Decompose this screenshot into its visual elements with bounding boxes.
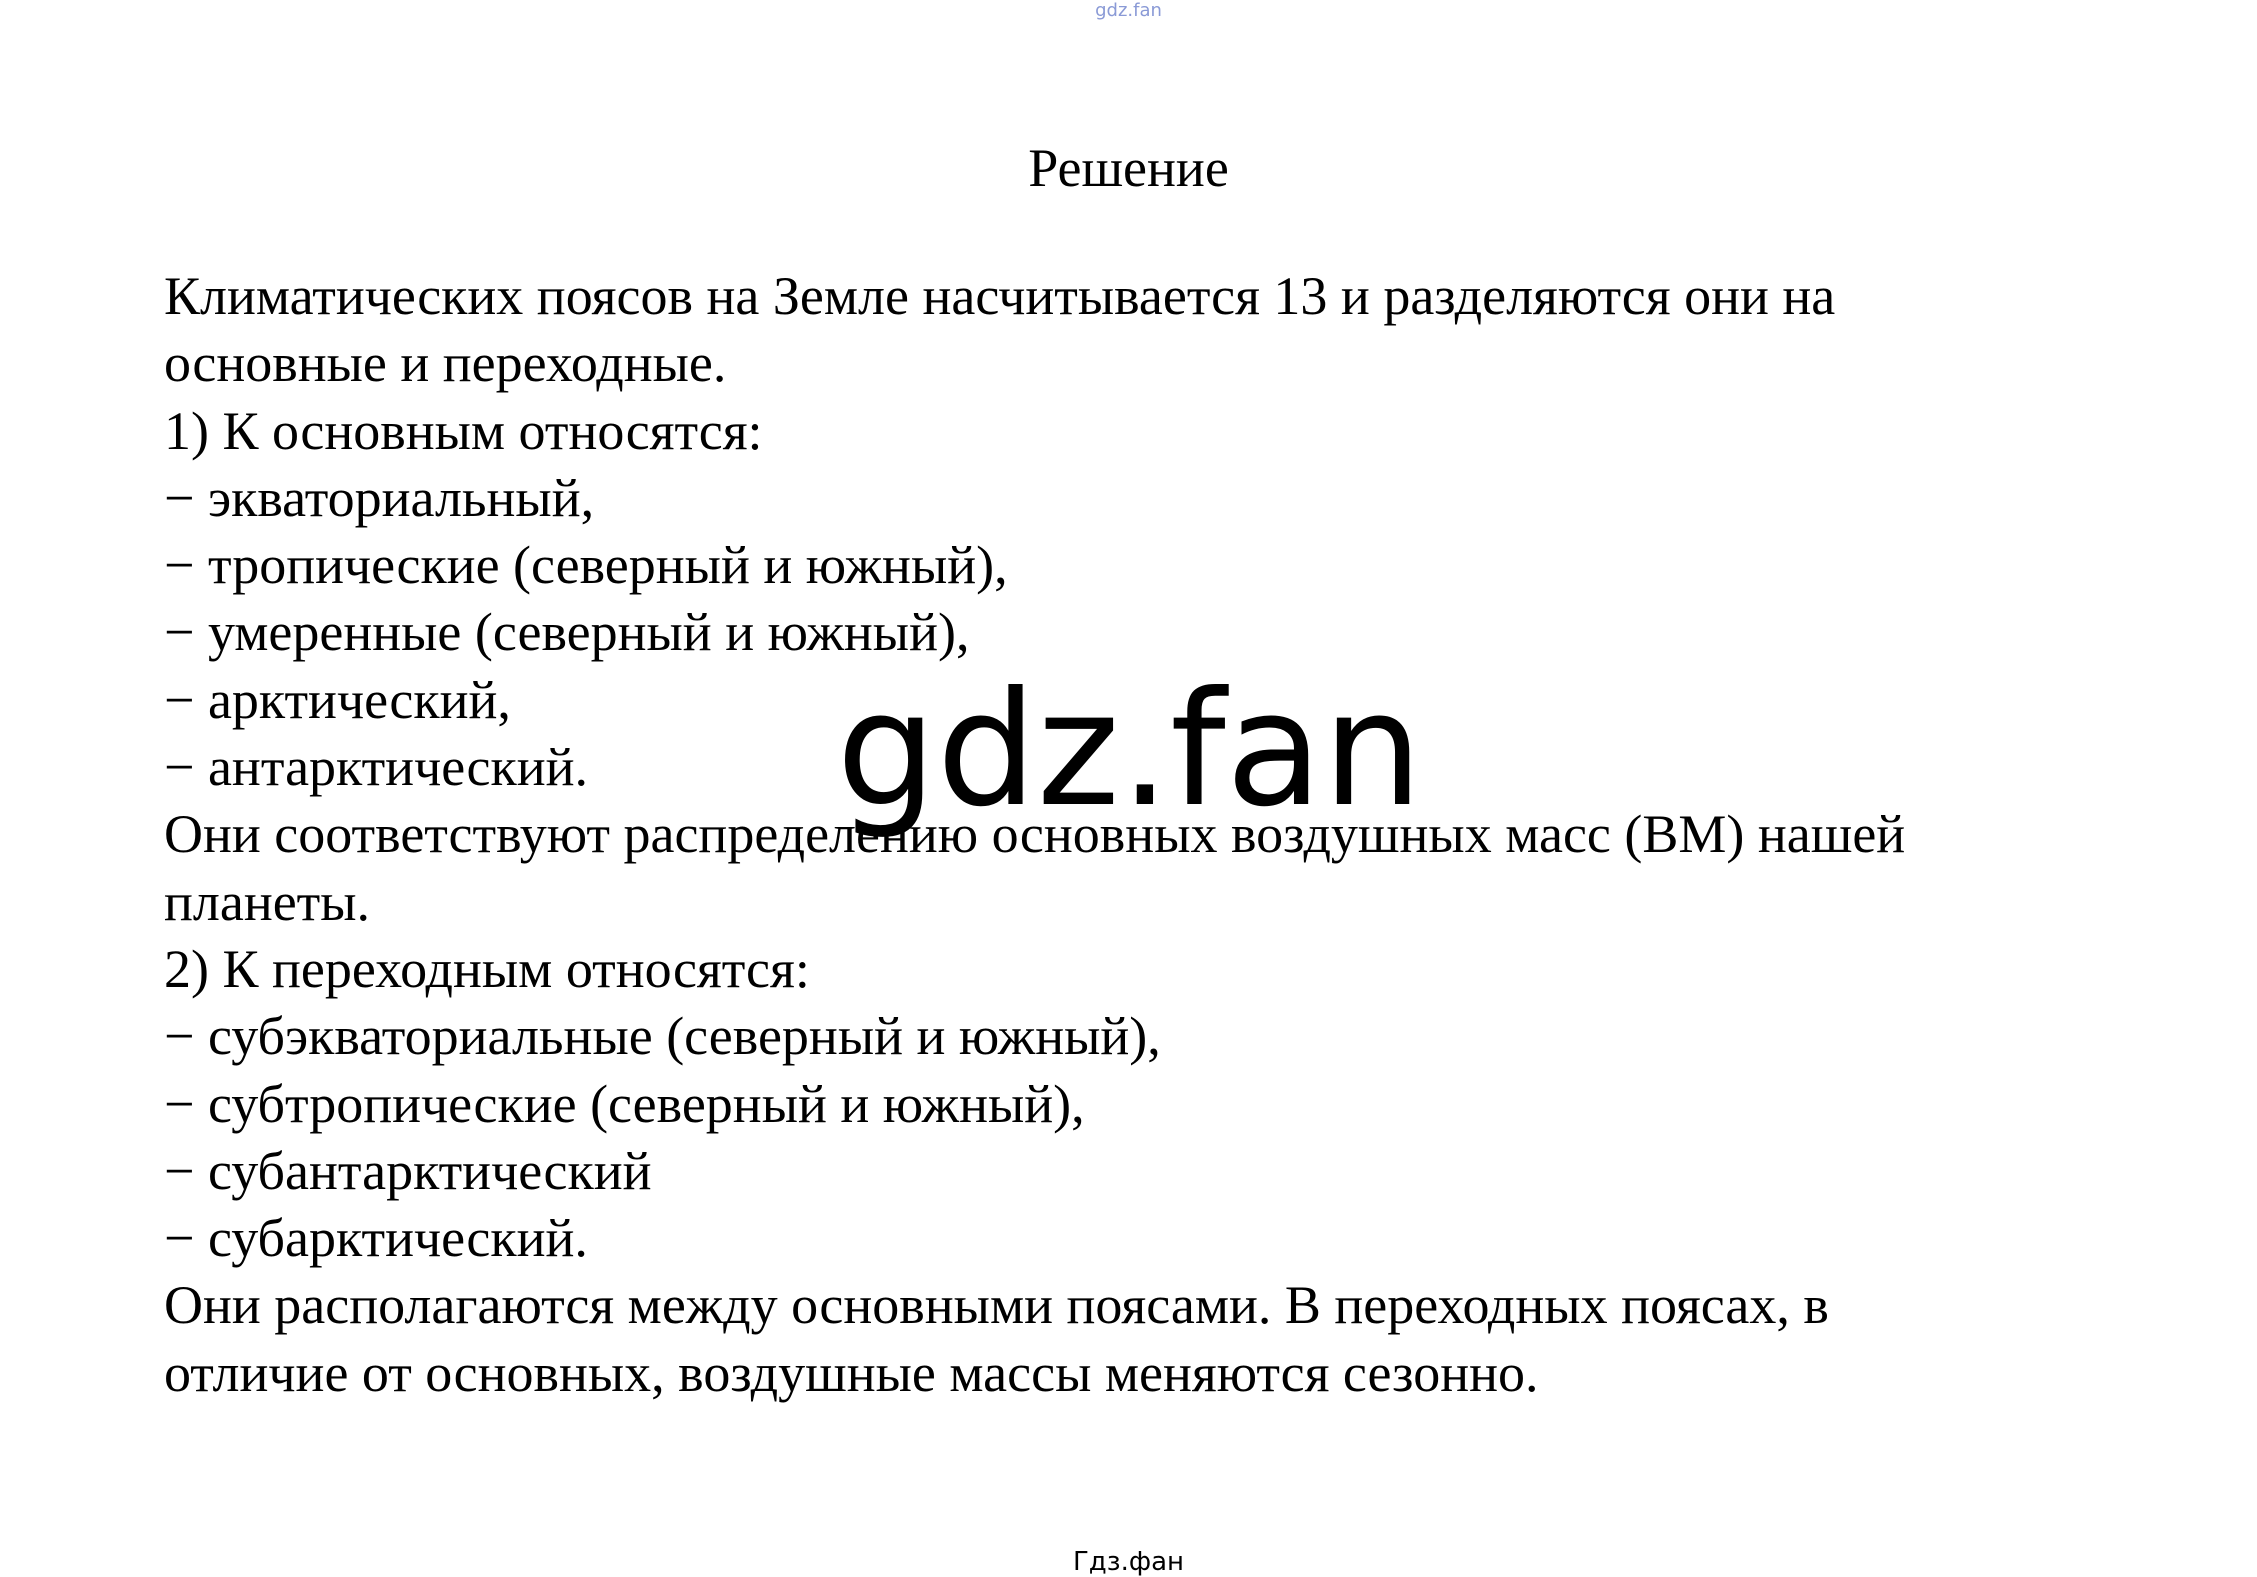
list-heading: 2) К переходным относятся: [164, 938, 810, 999]
text-line: Они располагаются между основными поясами. В переходных поясах, в [164, 1275, 1829, 1336]
list-item: − субантарктический [164, 1140, 652, 1201]
text-line: Климатических поясов на Земле насчитывается 13 и разделяются они на [164, 266, 1836, 326]
list-item: − арктический, [164, 669, 511, 730]
center-watermark: gdz.fan [836, 658, 1423, 842]
top-watermark: gdz.fan [1095, 0, 1162, 21]
list-item: − экваториальный, [164, 467, 595, 528]
list-item: − субэкваториальные (северный и южный), [164, 1006, 1161, 1067]
list-item: − субтропические (северный и южный), [164, 1073, 1085, 1134]
text-line: отличие от основных, воздушные массы меняются сезонно. [164, 1342, 1539, 1403]
list-item: − субарктический. [164, 1208, 588, 1269]
list-item: − умеренные (северный и южный), [164, 602, 970, 663]
text-line: Они соответствуют распределению основных воздушных масс (ВМ) нашей [164, 804, 1906, 865]
footer-watermark: Гдз.фан [1072, 1547, 1185, 1577]
list-heading: 1) К основным относятся: [164, 400, 763, 461]
text-line: основные и переходные. [164, 333, 727, 394]
page-title: Решение [1028, 138, 1229, 198]
list-item: − антарктический. [164, 737, 589, 798]
list-item: − тропические (северный и южный), [164, 535, 1008, 596]
text-line: планеты. [164, 871, 371, 932]
